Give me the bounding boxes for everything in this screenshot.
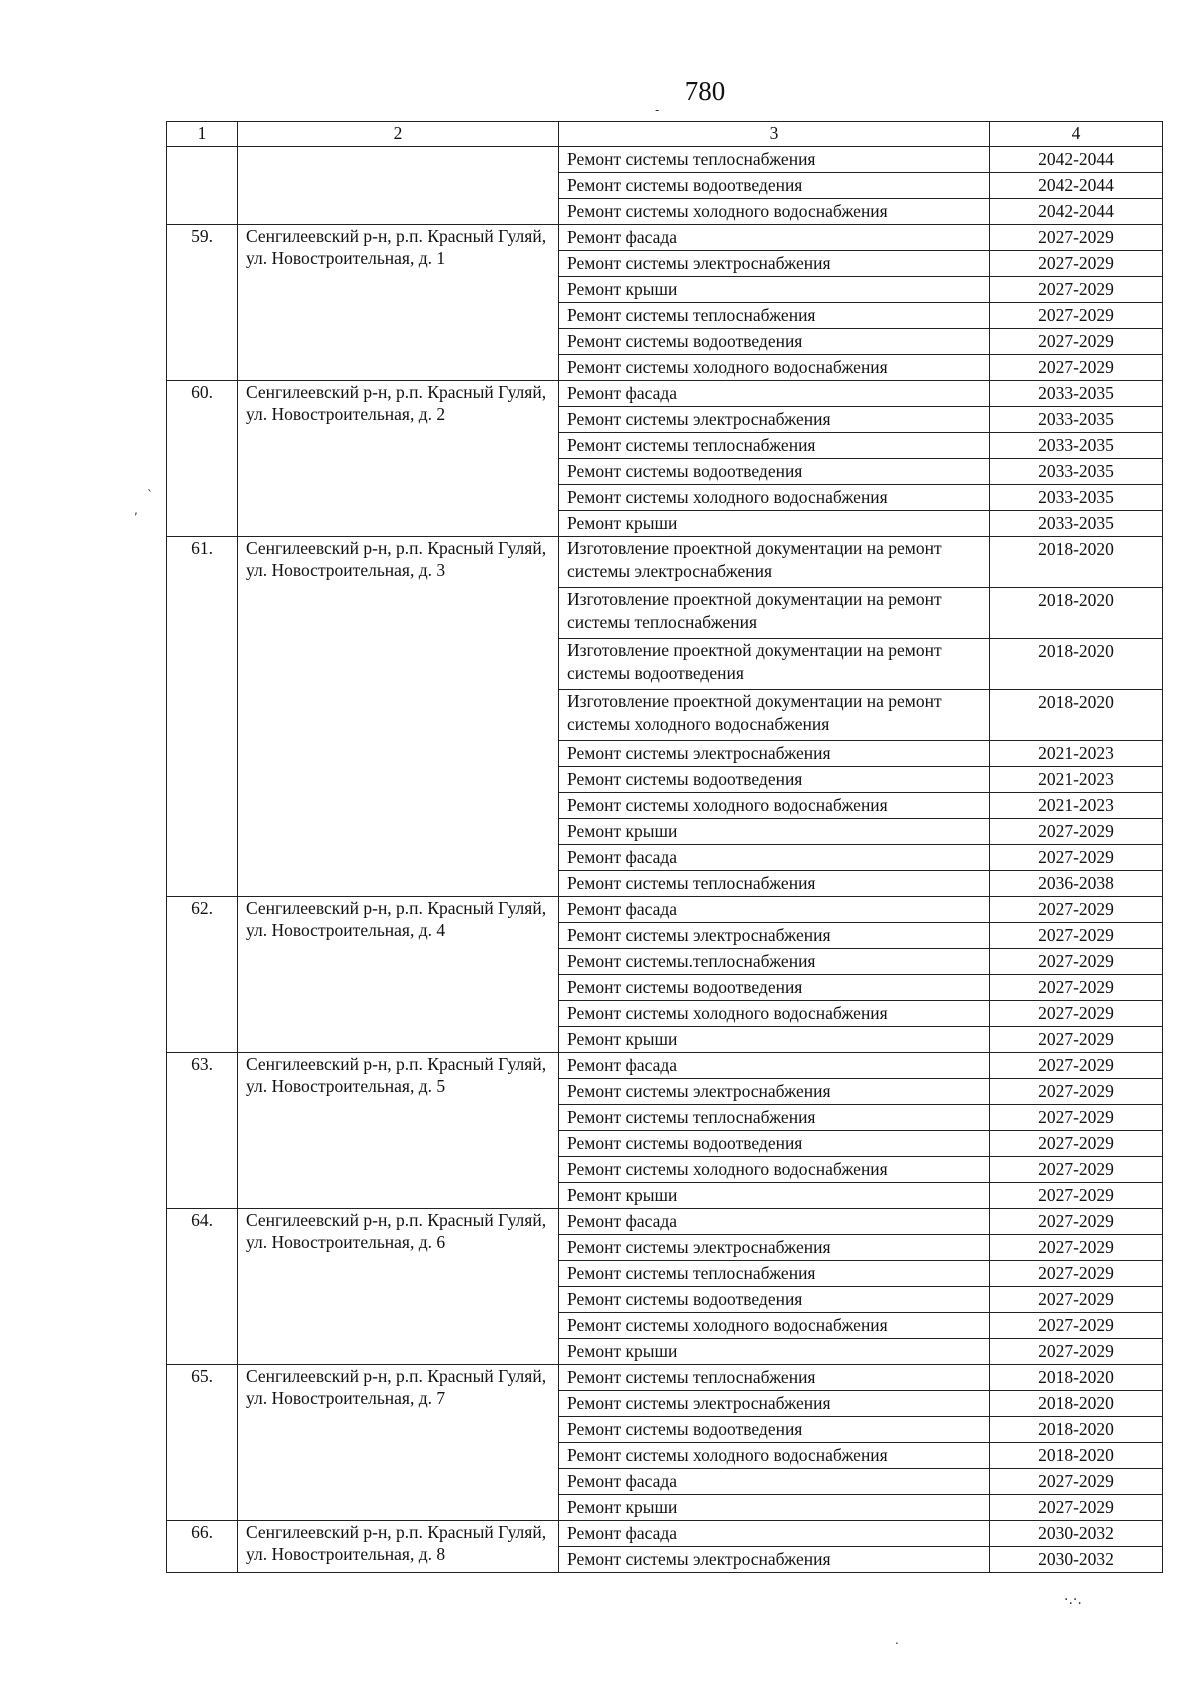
work-cell: Ремонт системы.теплоснабжения: [559, 949, 990, 975]
work-cell: Ремонт фасада: [559, 1521, 990, 1547]
period-cell: 2027-2029: [990, 1235, 1163, 1261]
page-number: 780: [684, 76, 726, 106]
work-cell: Ремонт системы водоотведения: [559, 1131, 990, 1157]
period-cell: 2027-2029: [990, 251, 1163, 277]
period-cell: 2027-2029: [990, 1157, 1163, 1183]
period-cell: 2027-2029: [990, 225, 1163, 251]
work-cell: Ремонт системы теплоснабжения: [559, 303, 990, 329]
period-cell: 2018-2020: [990, 1443, 1163, 1469]
period-cell: 2021-2023: [990, 767, 1163, 793]
address-cell: Сенгилеевский р-н, р.п. Красный Гуляй, ул. Новостроительная, д. 1: [238, 225, 559, 381]
period-cell: 2027-2029: [990, 1001, 1163, 1027]
row-number: [167, 147, 238, 225]
work-cell: Ремонт системы электроснабжения: [559, 407, 990, 433]
work-cell: Ремонт системы электроснабжения: [559, 1547, 990, 1573]
work-cell: Ремонт фасада: [559, 1209, 990, 1235]
work-cell: Ремонт системы водоотведения: [559, 173, 990, 199]
scan-speck: ·.·.: [1064, 1592, 1082, 1608]
period-cell: 2027-2029: [990, 1261, 1163, 1287]
work-cell: Ремонт системы теплоснабжения: [559, 147, 990, 173]
scan-speck: .: [895, 1633, 899, 1647]
work-cell: Ремонт системы электроснабжения: [559, 1391, 990, 1417]
address-cell: Сенгилеевский р-н, р.п. Красный Гуляй, ул. Новостроительная, д. 5: [238, 1053, 559, 1209]
work-cell: Ремонт системы холодного водоснабжения: [559, 793, 990, 819]
table-row: [167, 381, 1163, 407]
row-number: 64.: [167, 1209, 238, 1365]
period-cell: 2027-2029: [990, 1079, 1163, 1105]
work-cell: Ремонт системы электроснабжения: [559, 741, 990, 767]
period-cell: 2018-2020: [990, 690, 1163, 741]
period-cell: 2027-2029: [990, 1287, 1163, 1313]
work-cell: Ремонт системы водоотведения: [559, 975, 990, 1001]
work-cell: Ремонт системы водоотведения: [559, 767, 990, 793]
period-cell: 2018-2020: [990, 639, 1163, 690]
work-cell: Ремонт системы водоотведения: [559, 459, 990, 485]
period-cell: 2018-2020: [990, 537, 1163, 588]
period-cell: 2027-2029: [990, 1053, 1163, 1079]
column-header-work: 3: [559, 122, 990, 147]
row-number: 66.: [167, 1521, 238, 1573]
period-cell: 2027-2029: [990, 329, 1163, 355]
work-cell: Изготовление проектной документации на ремонт системы холодного водоснабжения: [559, 690, 990, 741]
column-header-period: 4: [990, 122, 1163, 147]
period-cell: 2033-2035: [990, 407, 1163, 433]
period-cell: 2027-2029: [990, 1131, 1163, 1157]
address-cell: Сенгилеевский р-н, р.п. Красный Гуляй, ул. Новостроительная, д. 4: [238, 897, 559, 1053]
work-cell: Ремонт крыши: [559, 277, 990, 303]
period-cell: 2027-2029: [990, 1027, 1163, 1053]
table-row: [167, 1521, 1163, 1547]
work-cell: Ремонт фасада: [559, 1053, 990, 1079]
work-cell: Ремонт системы холодного водоснабжения: [559, 1443, 990, 1469]
work-cell: Ремонт системы электроснабжения: [559, 251, 990, 277]
row-number: 60.: [167, 381, 238, 537]
table-header: [167, 122, 1163, 147]
table-row: [167, 1365, 1163, 1391]
work-cell: Ремонт системы водоотведения: [559, 329, 990, 355]
row-number: 65.: [167, 1365, 238, 1521]
address-cell: Сенгилеевский р-н, р.п. Красный Гуляй, ул. Новостроительная, д. 8: [238, 1521, 559, 1573]
work-cell: Ремонт крыши: [559, 1339, 990, 1365]
period-cell: 2027-2029: [990, 1313, 1163, 1339]
period-cell: 2027-2029: [990, 1339, 1163, 1365]
period-cell: 2018-2020: [990, 588, 1163, 639]
work-cell: Ремонт системы теплоснабжения: [559, 1365, 990, 1391]
work-cell: Ремонт системы холодного водоснабжения: [559, 485, 990, 511]
row-number: 61.: [167, 537, 238, 897]
work-cell: Ремонт крыши: [559, 1495, 990, 1521]
period-cell: 2033-2035: [990, 459, 1163, 485]
work-cell: Изготовление проектной документации на ремонт системы теплоснабжения: [559, 588, 990, 639]
table-body: [167, 147, 1163, 1573]
scan-speck: ,: [134, 503, 138, 517]
period-cell: 2033-2035: [990, 511, 1163, 537]
work-cell: Ремонт фасада: [559, 845, 990, 871]
work-cell: Ремонт системы водоотведения: [559, 1287, 990, 1313]
table-row: [167, 897, 1163, 923]
work-cell: Изготовление проектной документации на ремонт системы электроснабжения: [559, 537, 990, 588]
address-cell: [238, 147, 559, 225]
period-cell: 2027-2029: [990, 1209, 1163, 1235]
row-number: 59.: [167, 225, 238, 381]
work-cell: Ремонт системы холодного водоснабжения: [559, 199, 990, 225]
row-number: 62.: [167, 897, 238, 1053]
period-cell: 2027-2029: [990, 1183, 1163, 1209]
work-cell: Ремонт фасада: [559, 1469, 990, 1495]
header-row: [167, 122, 1163, 147]
period-cell: 2042-2044: [990, 147, 1163, 173]
period-cell: 2027-2029: [990, 355, 1163, 381]
period-cell: 2027-2029: [990, 949, 1163, 975]
column-header-address: 2: [238, 122, 559, 147]
work-cell: Ремонт системы теплоснабжения: [559, 1261, 990, 1287]
work-cell: Ремонт системы водоотведения: [559, 1417, 990, 1443]
table-row: [167, 1209, 1163, 1235]
period-cell: 2021-2023: [990, 741, 1163, 767]
address-cell: Сенгилеевский р-н, р.п. Красный Гуляй, ул. Новостроительная, д. 2: [238, 381, 559, 537]
period-cell: 2027-2029: [990, 277, 1163, 303]
work-cell: Ремонт фасада: [559, 225, 990, 251]
work-cell: Ремонт фасада: [559, 897, 990, 923]
work-cell: Ремонт системы теплоснабжения: [559, 433, 990, 459]
address-cell: Сенгилеевский р-н, р.п. Красный Гуляй, ул. Новостроительная, д. 3: [238, 537, 559, 897]
address-cell: Сенгилеевский р-н, р.п. Красный Гуляй, ул. Новостроительная, д. 7: [238, 1365, 559, 1521]
work-cell: Ремонт крыши: [559, 819, 990, 845]
period-cell: 2027-2029: [990, 923, 1163, 949]
table-row: [167, 537, 1163, 588]
work-cell: Ремонт системы теплоснабжения: [559, 871, 990, 897]
period-cell: 2033-2035: [990, 433, 1163, 459]
period-cell: 2027-2029: [990, 897, 1163, 923]
work-cell: Ремонт системы электроснабжения: [559, 1079, 990, 1105]
period-cell: 2033-2035: [990, 381, 1163, 407]
work-cell: Ремонт крыши: [559, 1027, 990, 1053]
period-cell: 2027-2029: [990, 819, 1163, 845]
table-row: [167, 1053, 1163, 1079]
period-cell: 2027-2029: [990, 303, 1163, 329]
table-row: [167, 147, 1163, 173]
work-cell: Ремонт системы теплоснабжения: [559, 1105, 990, 1131]
period-cell: 2027-2029: [990, 1495, 1163, 1521]
scan-speck: `: [147, 488, 153, 502]
table-row: [167, 225, 1163, 251]
period-cell: 2042-2044: [990, 199, 1163, 225]
column-header-number: 1: [167, 122, 238, 147]
scan-speck: -: [655, 103, 660, 117]
work-cell: Изготовление проектной документации на ремонт системы водоотведения: [559, 639, 990, 690]
period-cell: 2021-2023: [990, 793, 1163, 819]
work-cell: Ремонт системы холодного водоснабжения: [559, 1001, 990, 1027]
period-cell: 2033-2035: [990, 485, 1163, 511]
work-cell: Ремонт крыши: [559, 1183, 990, 1209]
period-cell: 2027-2029: [990, 1469, 1163, 1495]
work-cell: Ремонт системы холодного водоснабжения: [559, 1157, 990, 1183]
address-cell: Сенгилеевский р-н, р.п. Красный Гуляй, ул. Новостроительная, д. 6: [238, 1209, 559, 1365]
period-cell: 2027-2029: [990, 975, 1163, 1001]
period-cell: 2030-2032: [990, 1547, 1163, 1573]
row-number: 63.: [167, 1053, 238, 1209]
work-cell: Ремонт системы холодного водоснабжения: [559, 1313, 990, 1339]
work-cell: Ремонт системы электроснабжения: [559, 1235, 990, 1261]
capital-repair-schedule-table: [166, 121, 1163, 1573]
work-cell: Ремонт крыши: [559, 511, 990, 537]
period-cell: 2042-2044: [990, 173, 1163, 199]
period-cell: 2018-2020: [990, 1417, 1163, 1443]
period-cell: 2036-2038: [990, 871, 1163, 897]
period-cell: 2030-2032: [990, 1521, 1163, 1547]
period-cell: 2027-2029: [990, 845, 1163, 871]
period-cell: 2027-2029: [990, 1105, 1163, 1131]
period-cell: 2018-2020: [990, 1391, 1163, 1417]
work-cell: Ремонт системы холодного водоснабжения: [559, 355, 990, 381]
period-cell: 2018-2020: [990, 1365, 1163, 1391]
work-cell: Ремонт системы электроснабжения: [559, 923, 990, 949]
work-cell: Ремонт фасада: [559, 381, 990, 407]
